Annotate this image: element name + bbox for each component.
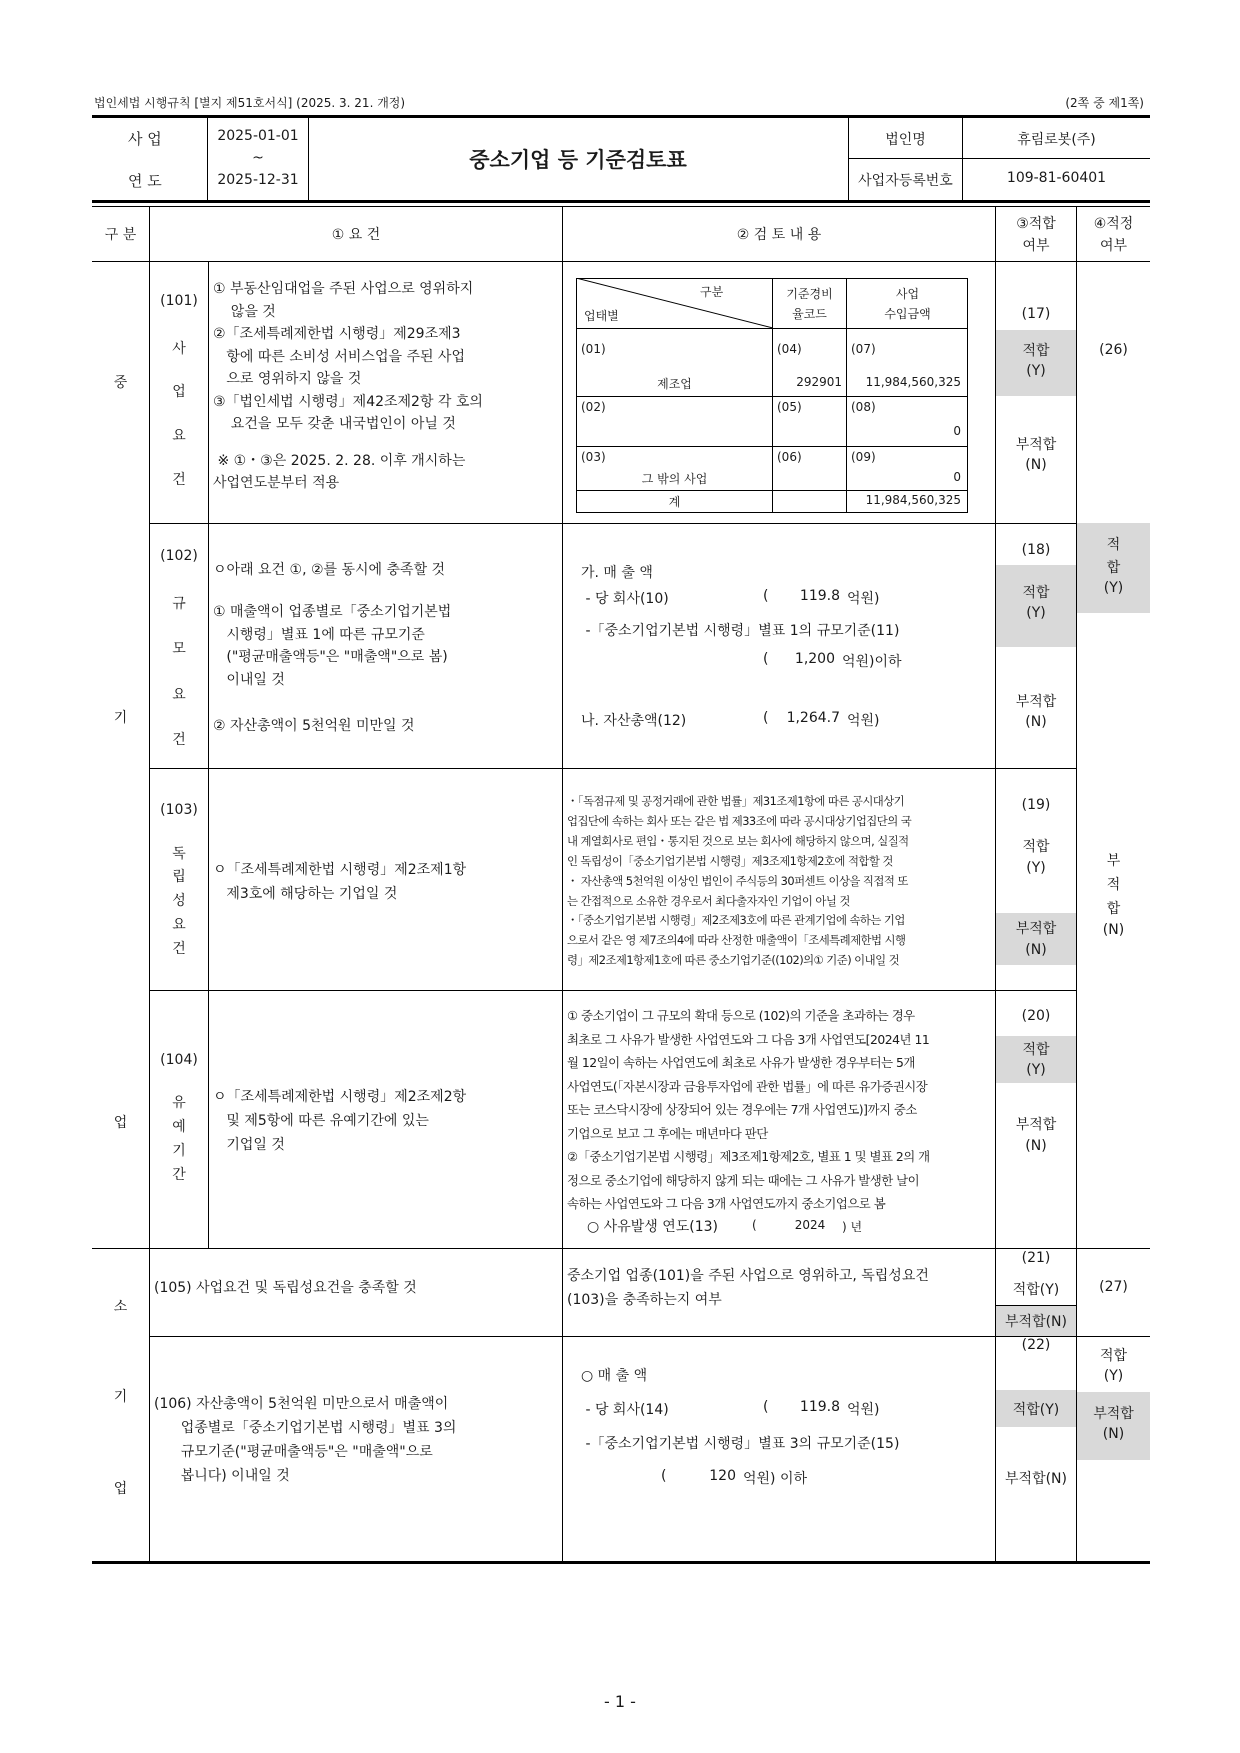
r104-year-label: ○ 사유발생 연도(13) xyxy=(587,1219,718,1235)
r104-label-2: 기 xyxy=(172,1143,186,1159)
r102-rev-a2-value[interactable]: 1,200 xyxy=(794,651,835,667)
r106-rev-a2-unit: 억원) 이하 xyxy=(743,1471,808,1487)
r106-rev-a1-open: ( xyxy=(763,1399,769,1415)
r106-rev-a: ○ 매 출 액 xyxy=(581,1368,648,1384)
r105-proper: (27) xyxy=(1099,1279,1128,1295)
col-review: ② 검 토 내 용 xyxy=(736,227,822,243)
tbl-total-label: 계 xyxy=(668,495,681,509)
tbl-n04: (04) xyxy=(777,342,802,356)
r104-fit-n-code: (N) xyxy=(1025,1138,1047,1154)
tbl-h-type: 업태별 xyxy=(584,309,619,323)
r105-review: 중소기업 업종(101)을 주된 사업으로 영위하고, 독립성요건 (103)을 충족하는지 여부 xyxy=(567,1268,929,1308)
r101-fit-y-label: 적합 xyxy=(1022,343,1050,359)
r102-rev-a1-label: - 당 회사(10) xyxy=(581,591,669,607)
r101-fit-y-code: (Y) xyxy=(1026,363,1046,379)
r104-year-open: ( xyxy=(752,1218,757,1232)
r104-year-close: ) 년 xyxy=(842,1220,863,1234)
side-label-so: 소 xyxy=(113,1299,128,1315)
r104-fit-num: (20) xyxy=(1021,1008,1051,1024)
r104-requirement: ㅇ「조세특례제한법 시행령」제2조제2항 및 제5항에 따른 유예기간에 있는 기업일 것 xyxy=(213,1089,467,1153)
col-fit3-l1: ③적합 xyxy=(1016,216,1056,232)
side-label-eop2: 업 xyxy=(113,1481,128,1497)
r103-label-1: 립 xyxy=(172,869,186,885)
bizyear-start: 2025-01-01 xyxy=(217,128,299,144)
r102-rev-a: 가. 매 출 액 xyxy=(581,565,653,581)
r102-fit-y-code: (Y) xyxy=(1026,605,1046,621)
corp-name-label: 법인명 xyxy=(885,132,926,148)
r102-label-1: 모 xyxy=(172,641,186,657)
tbl-h-amt-2: 수입금액 xyxy=(884,307,931,321)
tbl-n08: (08) xyxy=(851,400,876,414)
r103-fit-num: (19) xyxy=(1021,797,1051,813)
tbl-h-amt-1: 사업 xyxy=(895,287,920,301)
r101-label-2: 요 xyxy=(172,428,186,444)
col-fit4-l1: ④적정 xyxy=(1093,216,1134,232)
r106-rev-a2-open: ( xyxy=(661,1468,667,1484)
r105-requirement: (105) 사업요건 및 독립성요건을 충족할 것 xyxy=(154,1280,417,1296)
r101-fit-n-code: (N) xyxy=(1025,457,1047,473)
tbl-name03: 그 밖의 사업 xyxy=(641,472,708,486)
r103-review: ・「독점규제 및 공정거래에 관한 법률」제31조제1항에 따른 공시대상기 업집단에 속하는 회사 또는 같은 법 제33조에 따라 공시대상기업집단의 국 내 계열회사로 편입・통지된 것으로 보는 회사에 해당하지 않으며, 실질적 인 독립성이「중소기업기본법 시행령」제3조제1항제2호에 적합할 것 ・ 자산총액 5천억원 이상인 법인이 주식등의 30퍼센트 이상을 직접적 또 는 간접적으로 소유한 경우로서 최다출자자인 기업이 아닐 것 ・「중소기업기본법 시행령」제2조제3호에 따른 관계기업에 속하는 기업 으로서 같은 영 제7조의4에 따라 산정한 매출액이「조세특례제한법 시행 령」제2조제1항제1호에 따른 중소기업기준((102)의① 기준) 이내일 것 xyxy=(567,794,912,968)
r102-rev-a1-open: ( xyxy=(763,588,769,604)
r104-fit-y-code: (Y) xyxy=(1026,1062,1046,1078)
r106-proper-y-label: 적합 xyxy=(1099,1348,1128,1364)
tbl-n09: (09) xyxy=(851,450,876,464)
r102-label-2: 요 xyxy=(172,687,186,703)
r102-rev-b-open: ( xyxy=(763,710,769,726)
r102-req1: ① 매출액이 업종별로「중소기업기본법 시행령」별표 1에 따른 규모기준 ("평균매출액등"은 "매출액"으로 봄) 이내일 것 xyxy=(213,604,452,688)
r101-label-0: 사 xyxy=(172,341,186,357)
r102-proper-y-1: 합 xyxy=(1106,560,1121,576)
r104-number: (104) xyxy=(160,1052,198,1068)
r102-rev-a2-unit: 억원)이하 xyxy=(842,654,902,670)
r105-fit-num: (21) xyxy=(1021,1250,1051,1266)
r106-rev-a1-unit: 억원) xyxy=(847,1402,880,1418)
r102-label-0: 규 xyxy=(172,596,186,612)
tbl-h-code-1: 기준경비 xyxy=(786,287,833,301)
r101-requirement: ① 부동산임대업을 주된 사업으로 영위하지 않을 것 ②「조세특례제한법 시행령」제29조제3 항에 따른 소비성 서비스업을 주된 사업 으로 영위하지 않을 것 ③「법인세법 시행령」제42조제2항 각 호의 요건을 모두 갖춘 내국법인이 아닐 것 ※ ①・③은 2025. 2. 28. 이후 개시하는 사업연도분부터 적용 xyxy=(213,281,483,491)
r101-fit-num: (17) xyxy=(1021,306,1051,322)
r106-rev-a1-value[interactable]: 119.8 xyxy=(799,1399,840,1415)
r103-proper-n-0: 부 xyxy=(1106,853,1121,869)
form-title: 중소기업 등 기준검토표 xyxy=(469,148,687,172)
r106-fit-n[interactable]: 부적합(N) xyxy=(1005,1471,1067,1487)
r103-label-2: 성 xyxy=(172,893,186,909)
r106-fit-y: 적합(Y) xyxy=(1012,1402,1060,1418)
r102-fit-n-label: 부적합 xyxy=(1015,694,1057,710)
r103-fit-n-label: 부적합 xyxy=(1015,921,1057,937)
r103-proper-n-2: 합 xyxy=(1106,901,1121,917)
r105-fit-n: 부적합(N) xyxy=(1005,1314,1067,1330)
col-fit3-l2: 여부 xyxy=(1022,238,1050,254)
page-number: - 1 - xyxy=(604,1692,636,1711)
r101-label-3: 건 xyxy=(172,472,186,488)
side-label-gi: 기 xyxy=(113,710,128,726)
r104-label-3: 간 xyxy=(172,1167,186,1183)
reg-no-value: 109-81-60401 xyxy=(1006,170,1107,186)
r102-rev-a2-label: -「중소기업기본법 시행령」별표 1의 규모기준(11) xyxy=(581,623,900,639)
r102-label-3: 건 xyxy=(172,732,186,748)
r103-requirement: ㅇ「조세특례제한법 시행령」제2조제1항 제3호에 해당하는 기업일 것 xyxy=(213,862,467,902)
tbl-n07: (07) xyxy=(851,342,876,356)
col-fit4-l2: 여부 xyxy=(1099,238,1128,254)
r103-fit-y-label: 적합 xyxy=(1022,839,1050,855)
r106-rev-a2-label: -「중소기업기본법 시행령」별표 3의 규모기준(15) xyxy=(581,1436,900,1452)
r101-proper: (26) xyxy=(1099,342,1128,358)
side-label-eop: 업 xyxy=(113,1115,128,1131)
corp-name-value: 휴림로봇(주) xyxy=(1017,132,1096,148)
r104-label-0: 유 xyxy=(172,1095,186,1111)
reg-no-label: 사업자등록번호 xyxy=(858,173,953,189)
r103-fit-n-code: (N) xyxy=(1025,942,1047,958)
r103-proper-n-3: (N) xyxy=(1102,922,1125,938)
r104-fit-n-label: 부적합 xyxy=(1015,1117,1057,1133)
r101-fit-n-label: 부적합 xyxy=(1015,437,1057,453)
r106-rev-a2-value[interactable]: 120 xyxy=(709,1468,736,1484)
bizyear-end: 2025-12-31 xyxy=(217,172,299,188)
tbl-name01: 제조업 xyxy=(657,377,692,391)
r104-label-1: 예 xyxy=(172,1119,186,1135)
r101-label-1: 업 xyxy=(172,384,186,400)
r104-fit-y-label: 적합 xyxy=(1022,1042,1050,1058)
r102-fit-num: (18) xyxy=(1021,542,1051,558)
r102-rev-b-label: 나. 자산총액(12) xyxy=(581,713,687,729)
bizyear-label-1: 사 업 xyxy=(128,130,162,148)
page-of: (2쪽 중 제1쪽) xyxy=(1065,96,1144,110)
tbl-n05: (05) xyxy=(777,400,802,414)
form-reference: 법인세법 시행규칙 [별지 제51호서식] (2025. 3. 21. 개정) xyxy=(94,96,406,110)
tbl-n06: (06) xyxy=(777,450,802,464)
tbl-amt01: 11,984,560,325 xyxy=(865,375,961,389)
r102-proper-y-2: (Y) xyxy=(1103,580,1124,596)
r102-rev-a1-unit: 억원) xyxy=(847,591,880,607)
r104-review: ① 중소기업이 그 규모의 확대 등으로 (102)의 기준을 초과하는 경우 최초로 그 사유가 발생한 사업연도와 그 다음 3개 사업연도[2024년 11 월 12일이 속하는 사업연도에 최초로 사유가 발생한 경우부터는 5개 사업연도(「자본시장과 금융투자업에 관한 법률」에 따른 유가증권시장 또는 코스닥시장에 상장되어 있는 경우에는 7개 사업연도)]까지 중소 기업으로 보고 그 후에는 매년마다 판단 ②「중소기업기본법 시행령」제3조제1항제2호, 별표 1 및 별표 2의 개 정으로 중소기업에 해당하지 않게 되는 때에는 그 사유가 발생한 날이 속하는 사업연도와 그 다음 3개 사업연도까지 중소기업으로 봄 xyxy=(567,1008,930,1211)
r102-rev-a2-open: ( xyxy=(763,651,769,667)
r103-fit-y-code: (Y) xyxy=(1026,860,1046,876)
r102-number: (102) xyxy=(160,548,198,564)
bizyear-tilde: ~ xyxy=(252,150,264,166)
r106-requirement: (106) 자산총액이 5천억원 미만으로서 매출액이 업종별로「중소기업기본법 시행령」별표 3의 규모기준("평균매출액등"은 "매출액"으로 봅니다) 이내일 것 xyxy=(154,1396,457,1484)
r102-rev-a1-value[interactable]: 119.8 xyxy=(799,588,840,604)
r106-proper-n-label: 부적합 xyxy=(1093,1406,1134,1422)
r102-rev-b-unit: 억원) xyxy=(847,713,880,729)
col-gubun: 구 분 xyxy=(104,227,137,243)
r106-fit-num: (22) xyxy=(1021,1337,1051,1353)
tbl-total-amt: 11,984,560,325 xyxy=(865,493,961,507)
r102-req2: ② 자산총액이 5천억원 미만일 것 xyxy=(213,718,415,734)
tbl-n03: (03) xyxy=(581,450,606,464)
r103-label-4: 건 xyxy=(172,941,186,957)
tbl-amt02: 0 xyxy=(953,424,961,438)
r102-req-intro: ㅇ아래 요건 ①, ②를 동시에 충족할 것 xyxy=(213,562,446,578)
side-label-gi2: 기 xyxy=(113,1389,128,1405)
r106-proper-n-code: (N) xyxy=(1102,1426,1125,1442)
r105-fit-y[interactable]: 적합(Y) xyxy=(1012,1282,1060,1298)
tbl-n01: (01) xyxy=(581,342,606,356)
col-requirement: ① 요 건 xyxy=(331,227,381,243)
tbl-h-code-2: 율코드 xyxy=(792,307,827,321)
r103-proper-n-1: 적 xyxy=(1106,877,1121,893)
r102-fit-y-label: 적합 xyxy=(1022,585,1050,601)
r103-number: (103) xyxy=(160,802,198,818)
tbl-h-gubun: 구분 xyxy=(700,285,724,299)
r103-label-3: 요 xyxy=(172,917,186,933)
bizyear-label-2: 연 도 xyxy=(128,172,162,190)
r103-label-0: 독 xyxy=(172,846,186,862)
r102-proper-y-0: 적 xyxy=(1106,537,1121,553)
r106-proper-y-code: (Y) xyxy=(1103,1368,1124,1384)
side-label-jung: 중 xyxy=(113,375,128,391)
r102-rev-b-value[interactable]: 1,264.7 xyxy=(786,710,840,726)
tbl-amt03: 0 xyxy=(953,470,961,484)
r101-number: (101) xyxy=(160,293,198,309)
r106-rev-a1-label: - 당 회사(14) xyxy=(581,1402,669,1418)
r102-fit-n-code: (N) xyxy=(1025,714,1047,730)
tbl-code01: 292901 xyxy=(796,375,842,389)
r104-year-value[interactable]: 2024 xyxy=(794,1218,826,1232)
tbl-n02: (02) xyxy=(581,400,606,414)
